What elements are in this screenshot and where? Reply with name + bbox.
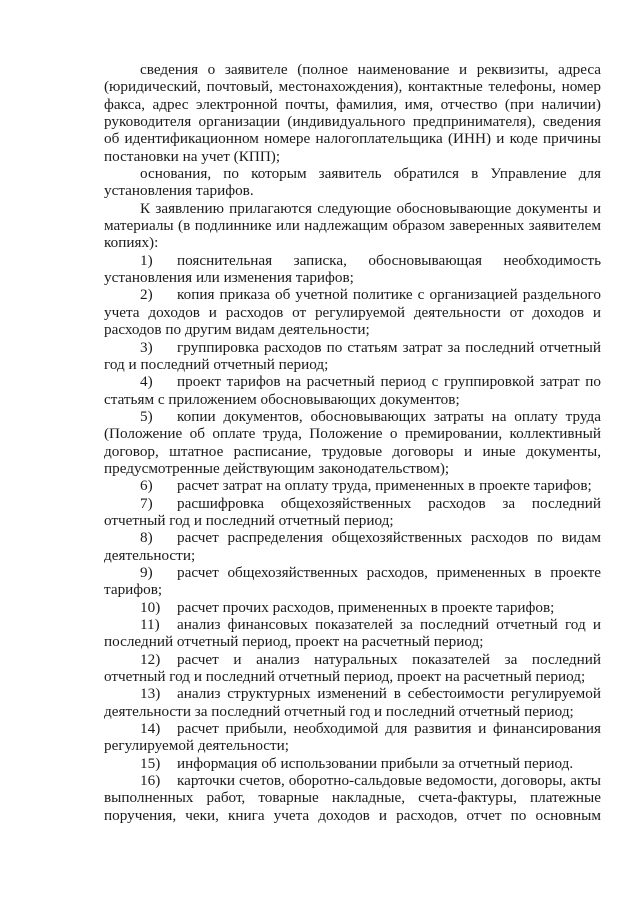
list-item-text: копии документов, обосновывающих затраты на оплату труда (Положение об оплате труда, Положение о премировании, коллективный договор, штатное расписание, трудовые договоры и иные документы, предусмотренные действующим законодательством); [104, 407, 601, 477]
list-item [104, 599, 601, 616]
list-item [104, 495, 601, 530]
list-item-number: 13) [140, 685, 161, 703]
list-item-number: 5) [140, 407, 153, 425]
list-item [104, 286, 601, 338]
list-item [104, 651, 601, 686]
list-item [104, 755, 601, 772]
applicant-info-paragraph: сведения о заявителе (полное наименование и реквизиты, адреса (юридический, почтовый, местонахождения), контактные телефоны, номер факса, адрес электронной почты, фамилия, имя, отчество (при наличии) руководителя организации (индивидуального предпринимателя), сведения об идентификационном номере налогоплательщика (ИНН) и коде причины постановки на учет (КПП); [104, 61, 601, 165]
list-item-text: расшифровка общехозяйственных расходов за последний отчетный год и последний отчетный период; [104, 494, 601, 529]
document-list [104, 252, 601, 824]
list-item-number: 1) [140, 251, 153, 269]
list-item [104, 477, 601, 494]
list-item-text: группировка расходов по статьям затрат за последний отчетный год и последний отчетный период; [104, 338, 601, 373]
list-item [104, 252, 601, 287]
list-item-text: информация об использовании прибыли за отчетный период. [177, 754, 574, 772]
list-item [104, 616, 601, 651]
list-item-text: копия приказа об учетной политике с организацией раздельного учета доходов и расходов от регулируемой деятельности от доходов и расходов по другим видам деятельности; [104, 286, 601, 339]
list-item-number: 14) [140, 720, 161, 738]
list-item [104, 685, 601, 720]
list-item-number: 6) [140, 477, 153, 495]
list-item [104, 373, 601, 408]
list-item [104, 529, 601, 564]
list-item-text: расчет затрат на оплату труда, примененных в проекте тарифов; [177, 477, 592, 495]
list-item-number: 7) [140, 494, 153, 512]
document-body [104, 61, 601, 824]
list-item [104, 720, 601, 755]
list-item-number: 12) [140, 650, 161, 668]
list-item-number: 11) [140, 616, 160, 633]
list-item-number: 4) [140, 373, 153, 391]
list-item [104, 408, 601, 477]
list-item [104, 772, 601, 824]
list-item [104, 564, 601, 599]
list-item-number: 9) [140, 563, 153, 581]
list-item-text: карточки счетов, оборотно-сальдовые ведомости, договоры, акты выполненных работ, товарные накладные, счета-фактуры, платежные поручения, чеки, книга учета доходов и расходов, отчет по основным [104, 772, 601, 824]
list-item-number: 16) [140, 772, 161, 790]
list-item-text: пояснительная записка, обосновывающая необходимость установления или изменения тарифов; [104, 251, 601, 287]
list-item-text: анализ финансовых показателей за последний отчетный год и последний отчетный период, проект на расчетный период; [104, 616, 601, 651]
attachments-intro-paragraph: К заявлению прилагаются следующие обосновывающие документы и материалы (в подлиннике или надлежащим образом заверенных заявителем копиях): [104, 199, 601, 252]
list-item-number: 8) [140, 529, 153, 547]
list-item-text: проект тарифов на расчетный период с группировкой затрат по статьям с приложением обосновывающих документов; [104, 373, 601, 408]
list-item-text: расчет прибыли, необходимой для развития и финансирования регулируемой деятельности; [104, 720, 601, 755]
list-item-number: 3) [140, 338, 153, 356]
grounds-paragraph: основания, по которым заявитель обратился в Управление для установления тарифов. [104, 165, 601, 200]
list-item-text: расчет прочих расходов, примененных в проекте тарифов; [177, 598, 555, 616]
list-item-text: анализ структурных изменений в себестоимости регулируемой деятельности за последний отчетный год и последний отчетный период; [104, 685, 601, 720]
list-item-number: 15) [140, 754, 161, 772]
list-item-text: расчет распределения общехозяйственных расходов по видам деятельности; [104, 529, 601, 564]
list-item-number: 2) [140, 286, 153, 304]
list-item-text: расчет и анализ натуральных показателей за последний отчетный год и последний отчетный период, проект на расчетный период; [104, 650, 601, 686]
list-item-text: расчет общехозяйственных расходов, примененных в проекте тарифов; [104, 563, 601, 599]
list-item-number: 10) [140, 598, 161, 616]
list-item [104, 339, 601, 374]
